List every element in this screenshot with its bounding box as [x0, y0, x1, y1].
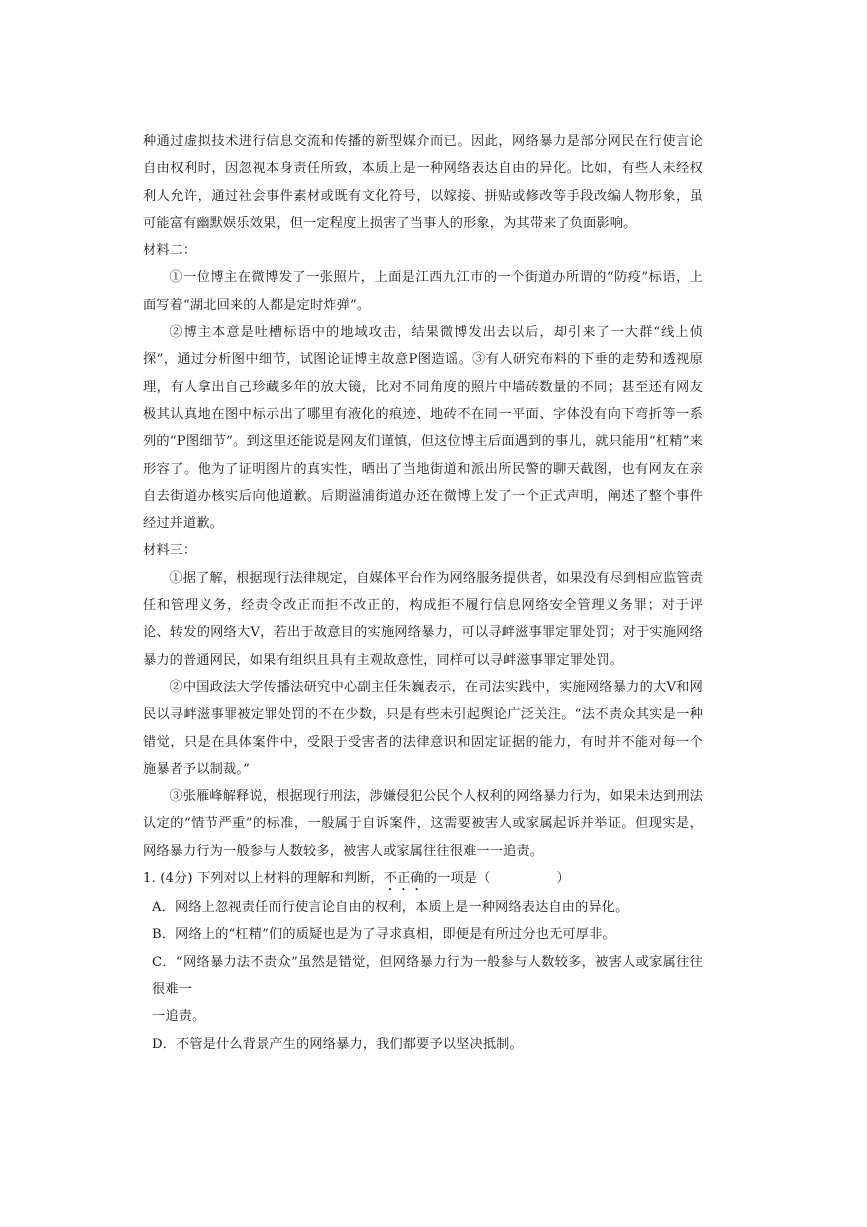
question-suffix-close: ）	[556, 871, 570, 887]
option-c-continued: 一追责。	[152, 1009, 206, 1025]
question-emphasis: 不正确	[383, 871, 424, 887]
option-a: A．网络上忽视责任而行使言论自由的权利，本质上是一种网络表达自由的异化。	[152, 900, 629, 916]
material3-paragraph-2: ②中国政法大学传播法研究中心副主任朱巍表示，在司法实践中，实施网络暴力的大V和网民以寻衅滋事罪被定罪处罚的不在少数，只是有些未引起舆论广泛关注。“法不责众其实是一种错觉，只是在具体案件中，受限于受害者的法律意识和固定证据的能力，有时并不能对每一个施暴者予以制裁。”	[143, 679, 703, 777]
option-c: C．“网络暴力法不责众”虽然是错觉，但网络暴力行为一般参与人数较多，被害人或家属往往很难一	[152, 954, 703, 997]
material3-paragraph-3: ③张雁峰解释说，根据现行刑法，涉嫌侵犯公民个人权利的网络暴力行为，如果未达到刑法认定的“情节严重”的标准，一般属于自诉案件，这需要被害人或家属起诉并举证。但现实是，网络暴力行为一般参与人数较多，被害人或家属往往很难一一追责。	[143, 789, 703, 859]
document-body	[143, 128, 703, 1058]
material2-paragraph-2: ②博主本意是吐槽标语中的地域攻击，结果微博发出去以后，却引来了一大群“线上侦探”，通过分析图中细节，试图论证博主故意P图造谣。③有人研究布料的下垂的走势和透视原理，有人拿出自己珍藏多年的放大镜，比对不同角度的照片中墙砖数量的不同；甚至还有网友极其认真地在图中标示出了哪里有液化的痕迹、地砖不在同一平面、字体没有向下弯折等一系列的“P图细节”。到这里还能说是网友们谨慎，但这位博主后面遇到的事儿，就只能用“杠精”来形容了。他为了证明图片的真实性，晒出了当地街道和派出所民警的聊天截图，也有网友在亲自去街道办核实后向他道歉。后期溢浦街道办还在微博上发了一个正式声明，阐述了整个事件经过并道歉。	[143, 325, 703, 532]
material3-heading: 材料三：	[143, 543, 197, 559]
option-b: B．网络上的“杠精”们的质疑也是为了寻求真相，即便是有所过分也无可厚非。	[152, 927, 616, 943]
question-suffix-open: 的一项是（	[423, 871, 491, 887]
material2-paragraph-1: ①一位博主在微博发了一张照片，上面是江西九江市的一个街道办所谓的“防疫”标语，上面写着“湖北回来的人都是定时炸弹”。	[143, 270, 703, 313]
question-prefix: 1. (4分) 下列对以上材料的理解和判断，	[143, 871, 384, 887]
material3-paragraph-1: ①据了解，根据现行法律规定，自媒体平台作为网络服务提供者，如果没有尽到相应监管责任和管理义务，经责令改正而拒不改正的，构成拒不履行信息网络安全管理义务罪；对于评论、转发的网络大V，若出于故意目的实施网络暴力，可以寻衅滋事罪定罪处罚；对于实施网络暴力的普通网民，如果有组织且具有主观故意性，同样可以寻衅滋事罪定罪处罚。	[143, 570, 703, 668]
option-d: D．不管是什么背景产生的网络暴力，我们都要予以坚决抵制。	[152, 1036, 523, 1052]
question-stem	[143, 865, 703, 894]
material2-heading: 材料二：	[143, 243, 197, 259]
material1-paragraph: 种通过虚拟技术进行信息交流和传播的新型媒介而已。因此，网络暴力是部分网民在行使言论自由权利时，因忽视本身责任所致，本质上是一种网络表达自由的异化。比如，有些人未经权利人允许，通过社会事件素材或既有文化符号，以嫁接、拼贴或修改等手段改编人物形象，虽可能富有幽默娱乐效果，但一定程度上损害了当事人的形象，为其带来了负面影响。	[143, 134, 703, 231]
